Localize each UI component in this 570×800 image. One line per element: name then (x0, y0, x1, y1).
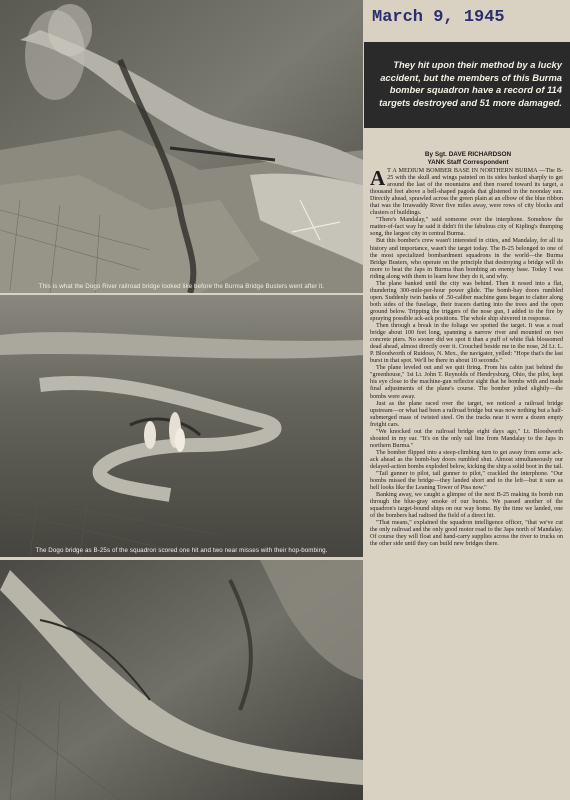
article-paragraph: Then through a break in the foliage we spotted the target. It was a road bridge about 100 feet long, spanning a narrow river and mounted on two concrete piers. No sooner did we spot it than a puff of white flak blossomed dead ahead, almost directly over it. Crouched beside me in the nose, 2d Lt. L. P. Bloodworth of Ruidoso, N. Mex., the navigator, yelled: "Hope that's the last burst in that spot. We'll be there in about 10 seconds." (370, 323, 563, 365)
article-paragraph: "Tail gunner to pilot, tail gunner to pilot," crackled the interphone. "Our bombs missed the bridge—they landed short and to the left—but it sure as hell looks like the Leaning Tower of Pisa now." (370, 471, 563, 492)
article-paragraph: Just as the plane raced over the target, we noticed a railroad bridge upstream—or what had been a railroad bridge but was now nothing but a half-submerged mass of twisted steel. On the tracks near it were a dozen empty freight cars. (370, 400, 563, 428)
aerial-photo-1 (0, 0, 363, 293)
photo-bridge-before (0, 0, 363, 293)
article-paragraph: "We knocked out the railroad bridge eight days ago," Lt. Bloodworth shouted in my ear. "It's on the only rail line from Mandalay to the Japs in northern Burma." (370, 428, 563, 449)
drop-cap: A (370, 168, 386, 190)
photo-caption: The Dogo bridge as B-25s of the squadron scored one hit and two near misses with their hop-bombing. (35, 547, 328, 554)
photo-caption: This is what the Dogo River railroad bridge looked like before the Burma Bridge Busters went after it. (38, 283, 325, 290)
article-paragraph: But this bomber's crew wasn't interested in cities, and Mandalay, for all its history and importance, wasn't the target today. The B-25 belonged to one of the most specialized bombardment squadrons in the world—the Burma Bridge Busters, who operate on the principle that destroying a bridge will do more to beat the Japs in Burma than bombing an enemy base. Today I was riding along with them to learn how they do it, and why. (370, 238, 563, 280)
article-paragraph: Banking away, we caught a glimpse of the next B-25 making its bomb run through the blue-gray smoke of our bursts. We passed another of the squadron's target-bound ships on our way home. By the time we landed, one of the bombers had radioed the field of a direct hit. (370, 492, 563, 520)
aerial-photo-2 (0, 295, 363, 557)
photo-bridge-bombing (0, 295, 363, 557)
teaser-text: They hit upon their method by a lucky accident, but the members of this Burma bomber squadron have a record of 114 targets destroyed and 51 more damaged. (379, 59, 562, 108)
lead-text: T A MEDIUM BOMBER BASE IN NORTHERN BURMA —The B-25 with the skull and wings painted on its sides banked sharply to get around the last of the mountains and then roared toward its target, a thousand feet above a bell-shaped pagoda that glistened in the noonday sun. Directly ahead, sprawled across the green plain at an elbow of the blue ribbon that was the Irrawaddy River five miles away, were rows of city blocks and clusters of buildings. (370, 168, 563, 217)
issue-date: March 9, 1945 (372, 8, 505, 27)
aerial-photo-3 (0, 560, 363, 800)
photo-bridge-aerial (0, 560, 363, 800)
article-paragraph: The plane leveled out and we quit firing. From his cabin just behind the "greenhouse," 1st Lt. John T. Reynolds of Hendrysburg, Ohio, the pilot, kept his eye close to the machine-gun reflector sight that he bombs with and made final adjustments of the plane's course. The bomber jolted slightly—the bombs were away. (370, 365, 563, 400)
article-paragraph: The plane banked until the city was behind. Then it nosed into a flat, thundering 300-mile-per-hour power glide. The bomb-bay doors rumbled open. Suddenly twin banks of .50-caliber machine guns began to clatter along both sides of the fuselage, their tracers darting into the trees and the open ground below. Tripping the triggers of the nose gun, I added to the fire by spraying possible ack-ack positions. The whole ship shivered in response. (370, 280, 563, 322)
article-paragraph: "There's Mandalay," said someone over the interphone. Somehow the matter-of-fact way he said it didn't fit the fabulous city of Kipling's thumping song, the largest city in central Burma. (370, 217, 563, 238)
article-paragraph: The bomber flipped into a steep-climbing turn to get away from some ack-ack ahead as the bomb-bay doors rumbled shut. Almost simultaneously our delayed-action bombs exploded below, kicking the ship a solid boot in the tail. (370, 449, 563, 470)
article-body (370, 168, 563, 796)
byline-role: YANK Staff Correspondent (427, 159, 509, 166)
byline (366, 151, 570, 167)
teaser-box (364, 42, 570, 128)
article-lead-paragraph (370, 168, 563, 217)
byline-author: By Sgt. DAVE RICHARDSON (424, 151, 512, 158)
article-paragraph: "That means," explained the squadron intelligence officer, "that we've cut the only railroad and the only good motor road to the Japs north of Mandalay. Of course they will float and hand-carry supplies across the river to trucks on the other side until they can build new bridges there. (370, 520, 563, 548)
